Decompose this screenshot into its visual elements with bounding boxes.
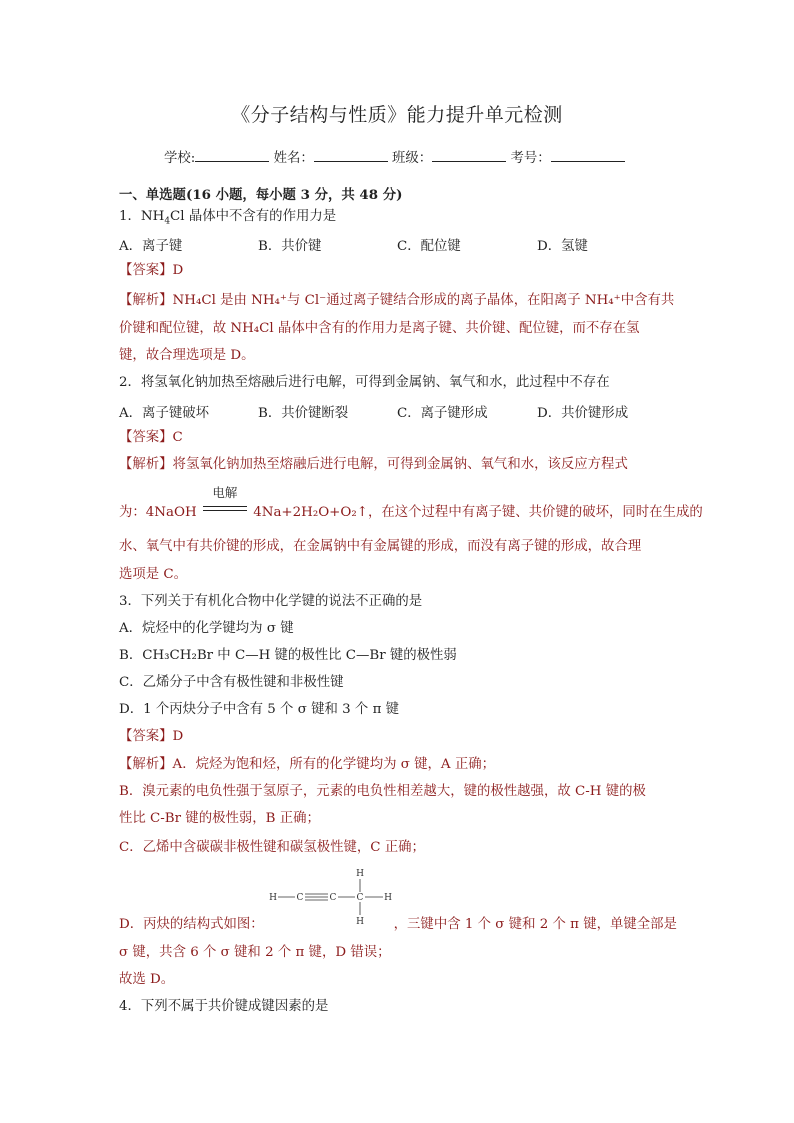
atom-c-1: C bbox=[296, 893, 304, 903]
name-blank[interactable] bbox=[314, 149, 388, 162]
class-label: 班级： bbox=[392, 151, 433, 166]
q3-option-b: B．CH₃CH₂Br 中 C—H 键的极性比 C—Br 键的极性弱 bbox=[119, 648, 457, 663]
name-label: 姓名： bbox=[273, 151, 314, 166]
school-label: 学校: bbox=[164, 151, 196, 166]
q1-analysis-line-2: 价键和配位键，故 NH₄Cl 晶体中含有的作用力是离子键、共价键、配位键，而不存在氢 bbox=[119, 321, 640, 336]
q1-analysis-line-3: 键，故合理选项是 D。 bbox=[119, 348, 255, 363]
q1-answer: 【答案】D bbox=[119, 263, 184, 278]
q2-option-d: D．共价键形成 bbox=[537, 406, 629, 421]
q3-option-a: A．烷烃中的化学键均为 σ 键 bbox=[119, 621, 294, 636]
student-info-row bbox=[164, 147, 625, 166]
q1-option-a: A．离子键 bbox=[119, 239, 183, 254]
q1-option-b: B．共价键 bbox=[258, 239, 322, 254]
question-2-stem: 2．将氢氧化钠加热至熔融后进行电解，可得到金属钠、氧气和水，此过程中不存在 bbox=[119, 375, 610, 390]
q1-analysis-line-1: 【解析】NH₄Cl 是由 NH₄⁺与 Cl⁻通过离子键结合形成的离子晶体，在阳离子 NH₄⁺中含有共 bbox=[119, 293, 675, 308]
equation-reactant: 为：4NaOH bbox=[119, 505, 197, 520]
q1-stem-part-a: 1．NH bbox=[119, 209, 165, 224]
q3-analysis-d-line bbox=[119, 916, 677, 934]
q3-analysis-line-2: B．溴元素的电负性强于氢原子，元素的电负性相差越大，键的极性越强，故 C-H 键的极 bbox=[119, 784, 646, 799]
exam-number-blank[interactable] bbox=[551, 149, 625, 162]
atom-h-bottom: H bbox=[356, 917, 364, 927]
school-blank[interactable] bbox=[195, 149, 269, 162]
electrolysis-arrow bbox=[201, 485, 249, 516]
atom-h-left: H bbox=[269, 893, 277, 903]
q3-analysis-line-1: 【解析】A．烷烃为饱和烃，所有的化学键均为 σ 键，A 正确； bbox=[119, 757, 496, 772]
q2-option-c: C．离子键形成 bbox=[397, 406, 488, 421]
class-blank[interactable] bbox=[432, 149, 506, 162]
q1-stem-subscript: 4 bbox=[164, 216, 171, 227]
q3-analysis-line-4: C．乙烯中含碳碳非极性键和碳氢极性键，C 正确； bbox=[119, 840, 425, 855]
question-3-stem: 3．下列关于有机化合物中化学键的说法不正确的是 bbox=[119, 594, 423, 609]
q3-answer: 【答案】D bbox=[119, 729, 184, 744]
q3-analysis-d-prefix: D．丙炔的结构式如图： bbox=[119, 917, 264, 932]
q3-analysis-d-line-2: σ 键，共含 6 个 σ 键和 2 个 π 键，D 错误； bbox=[119, 945, 391, 960]
q2-analysis-line-1: 【解析】将氢氧化钠加热至熔融后进行电解，可得到金属钠、氧气和水，该反应方程式 bbox=[119, 457, 628, 472]
q1-stem-part-b: Cl 晶体中不含有的作用力是 bbox=[170, 209, 337, 224]
q2-option-a: A．离子键破坏 bbox=[119, 406, 210, 421]
q2-analysis-line-4: 选项是 C。 bbox=[119, 567, 188, 582]
question-1-stem bbox=[119, 208, 336, 231]
q2-option-b: B．共价键断裂 bbox=[258, 406, 349, 421]
q2-equation-line bbox=[119, 485, 703, 522]
section-heading: 一、单选题(16 小题，每小题 3 分，共 48 分) bbox=[119, 187, 403, 203]
double-line-sign bbox=[203, 506, 247, 511]
q3-option-c: C．乙烯分子中含有极性键和非极性键 bbox=[119, 675, 344, 690]
q1-option-c: C．配位键 bbox=[397, 239, 461, 254]
atom-c-2: C bbox=[329, 893, 337, 903]
q3-option-d: D．1 个丙炔分子中含有 5 个 σ 键和 3 个 π 键 bbox=[119, 702, 400, 717]
q2-analysis-line-3: 水、氧气中有共价键的形成，在金属钠中有金属键的形成，而没有离子键的形成，故合理 bbox=[119, 539, 642, 554]
electrolysis-label: 电解 bbox=[212, 485, 238, 500]
document-title: 《分子结构与性质》能力提升单元检测 bbox=[231, 104, 563, 126]
exam-number-label: 考号： bbox=[510, 151, 551, 166]
question-4-stem: 4．下列不属于共价键成键因素的是 bbox=[119, 999, 329, 1014]
q3-analysis-d-suffix: ，三键中含 1 个 σ 键和 2 个 π 键，单键全部是 bbox=[393, 917, 677, 932]
q3-analysis-line-3: 性比 C-Br 键的极性弱，B 正确； bbox=[119, 811, 320, 826]
atom-h-right: H bbox=[384, 893, 392, 903]
atom-h-top: H bbox=[356, 869, 364, 879]
q2-answer: 【答案】C bbox=[119, 430, 183, 445]
equation-products-and-text: 4Na+2H₂O+O₂↑，在这个过程中有离子键、共价键的破坏，同时在生成的 bbox=[253, 505, 703, 520]
q1-option-d: D．氢键 bbox=[537, 239, 588, 254]
q3-conclusion: 故选 D。 bbox=[119, 972, 175, 987]
atom-c-3: C bbox=[356, 893, 364, 903]
